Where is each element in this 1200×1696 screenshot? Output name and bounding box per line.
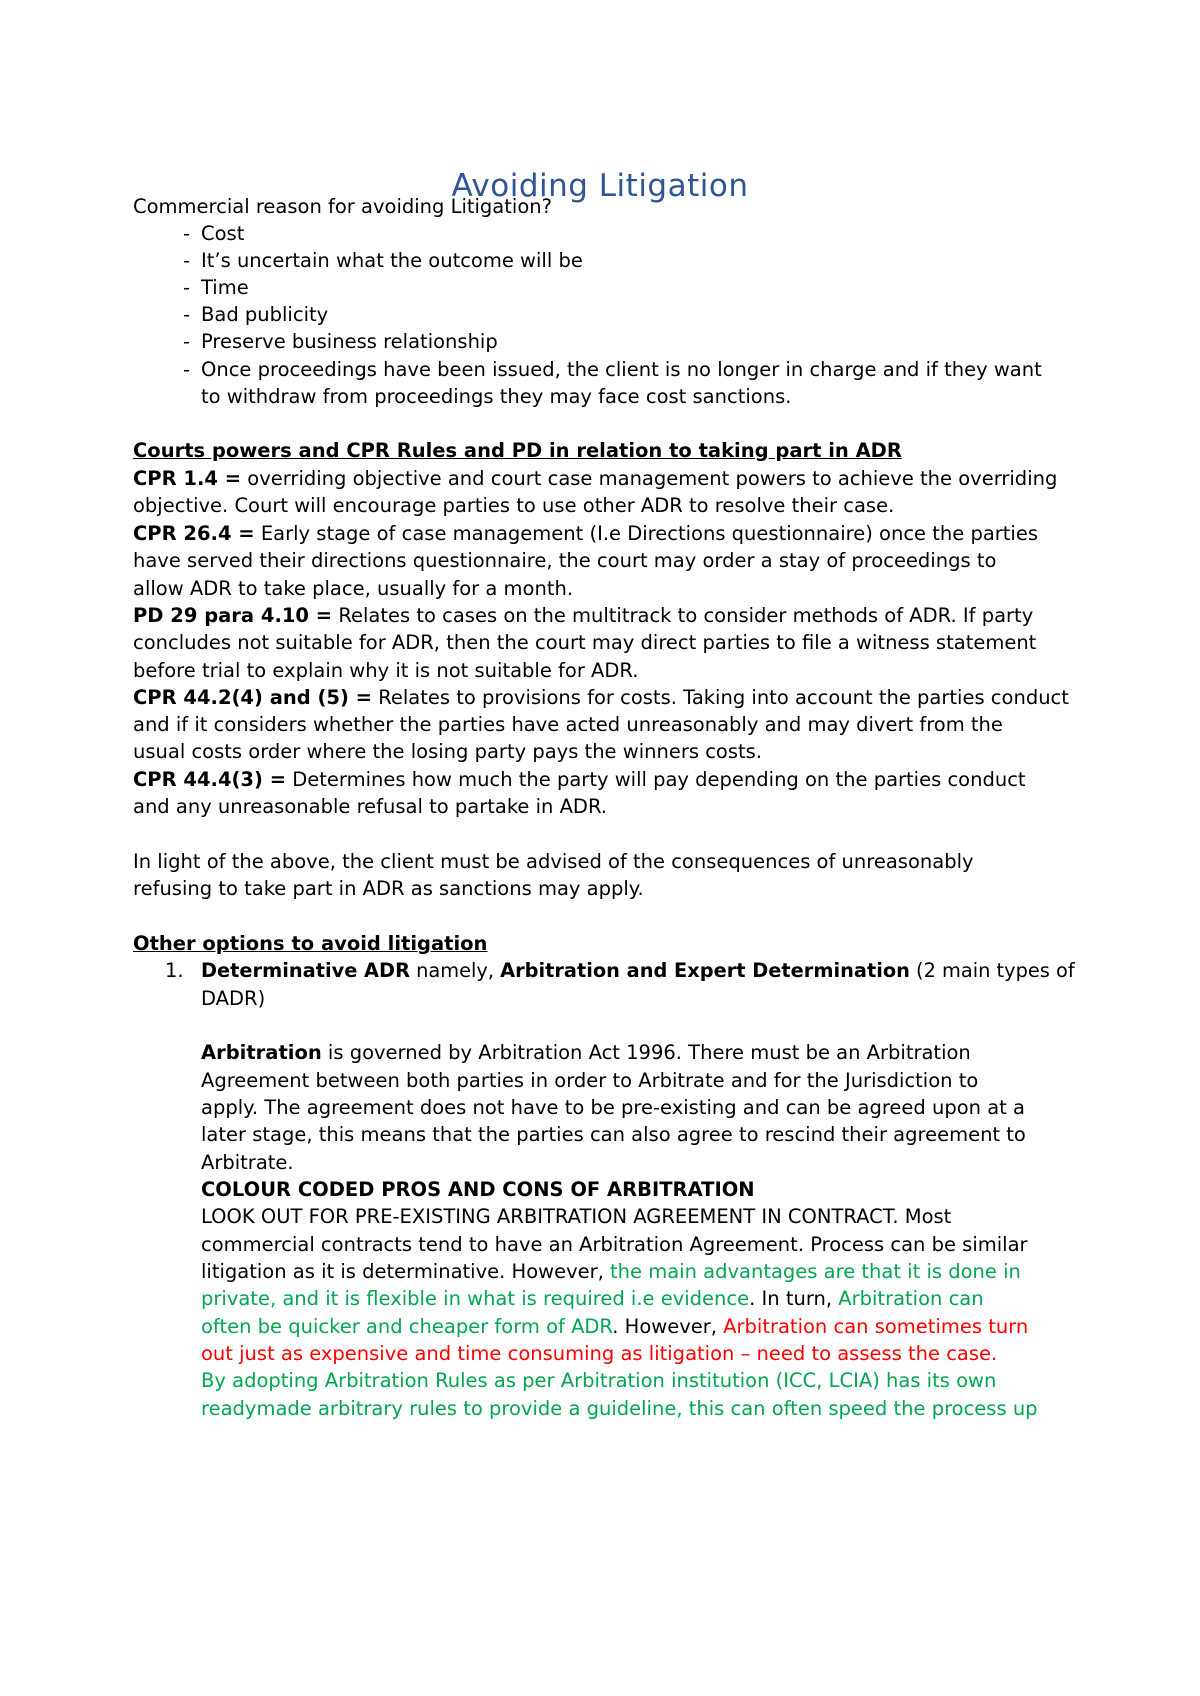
list-item: Once proceedings have been issued, the client is no longer in charge and if they want	[201, 358, 1042, 381]
rule-text: overriding objective and court case management powers to achieve the overriding	[241, 467, 1058, 490]
cpr-44-2-line2: and if it considers whether the parties have acted unreasonably and may divert from the	[133, 713, 1003, 736]
pros-cons-line2: commercial contracts tend to have an Arbitration Agreement. Process can be similar	[201, 1233, 1028, 1256]
arbitration-line5: Arbitrate.	[201, 1151, 294, 1174]
rule-label: CPR 44.2(4) and (5) =	[133, 686, 373, 709]
bullet-marker: -	[183, 249, 191, 272]
list-item: It’s uncertain what the outcome will be	[201, 249, 583, 272]
rule-label: CPR 44.4(3) =	[133, 768, 287, 791]
cpr-44-2-line1	[133, 683, 1069, 712]
bullet-marker: -	[183, 222, 191, 245]
conclusion-line1: In light of the above, the client must be advised of the consequences of unreasonably	[133, 850, 974, 873]
rule-label: CPR 26.4 =	[133, 522, 255, 545]
list-number: 1.	[165, 959, 184, 982]
arbitration-line3: apply. The agreement does not have to be pre-existing and can be agreed upon at a	[201, 1096, 1025, 1119]
pros-cons-line3	[201, 1257, 1021, 1286]
list-item: Preserve business relationship	[201, 330, 498, 353]
pros-cons-line1: LOOK OUT FOR PRE-EXISTING ARBITRATION AGREEMENT IN CONTRACT. Most	[201, 1205, 952, 1228]
paragraph-text: is governed by Arbitration Act 1996. There must be an Arbitration	[321, 1041, 971, 1064]
advantage-text: private, and it is flexible in what is required i.e evidence	[201, 1287, 750, 1310]
cpr-26-4-line3: allow ADR to take place, usually for a month.	[133, 577, 574, 600]
cpr-44-4-line1	[133, 765, 1026, 794]
disadvantage-text: Arbitration can sometimes turn	[723, 1315, 1029, 1338]
document-title: Avoiding Litigation	[451, 168, 749, 204]
pros-cons-line4	[201, 1284, 984, 1313]
bold-term: Arbitration and Expert Determination	[500, 959, 910, 982]
bullet-marker: -	[183, 358, 191, 381]
rule-text: Determines how much the party will pay depending on the parties conduct	[286, 768, 1026, 791]
pros-cons-line7: By adopting Arbitration Rules as per Arbitration institution (ICC, LCIA) has its own	[201, 1369, 997, 1392]
list-item: Time	[201, 276, 249, 299]
cpr-44-4-line2: and any unreasonable refusal to partake in ADR.	[133, 795, 607, 818]
pros-cons-line5	[201, 1312, 1028, 1341]
bold-term: Determinative ADR	[201, 959, 410, 982]
arbitration-line2: Agreement between both parties in order to Arbitrate and for the Jurisdiction to	[201, 1069, 979, 1092]
bullet-marker: -	[183, 303, 191, 326]
cpr-1-4-line1	[133, 464, 1057, 493]
list-item: Bad publicity	[201, 303, 329, 326]
rule-text: Relates to provisions for costs. Taking into account the parties conduct	[372, 686, 1069, 709]
section-heading-courts-powers: Courts powers and CPR Rules and PD in relation to taking part in ADR	[133, 439, 902, 462]
neutral-text: . In turn,	[749, 1287, 839, 1310]
cpr-26-4-line1	[133, 519, 1038, 548]
bold-term: Arbitration	[201, 1041, 322, 1064]
pros-cons-line8: readymade arbitrary rules to provide a guideline, this can often speed the process up	[201, 1397, 1038, 1420]
pd-29-line2: concludes not suitable for ADR, then the court may direct parties to file a witness statement	[133, 631, 1037, 654]
cpr-44-2-line3: usual costs order where the losing party pays the winners costs.	[133, 740, 763, 763]
pros-cons-heading: COLOUR CODED PROS AND CONS OF ARBITRATION	[201, 1178, 755, 1201]
rule-text: Relates to cases on the multitrack to consider methods of ADR. If party	[332, 604, 1034, 627]
item-text: namely,	[409, 959, 501, 982]
cpr-26-4-line2: have served their directions questionnaire, the court may order a stay of proceedings to	[133, 549, 997, 572]
intro-question: Commercial reason for avoiding Litigation?	[133, 195, 552, 218]
pros-cons-line6: out just as expensive and time consuming as litigation – need to assess the case.	[201, 1342, 998, 1365]
rule-text: Early stage of case management (I.e Directions questionnaire) once the parties	[254, 522, 1039, 545]
advantage-text: Arbitration can	[838, 1287, 984, 1310]
item-text: (2 main types of	[909, 959, 1075, 982]
conclusion-line2: refusing to take part in ADR as sanctions may apply.	[133, 877, 644, 900]
advantage-text: often be quicker and cheaper form of ADR	[201, 1315, 613, 1338]
list-item: Cost	[201, 222, 245, 245]
bullet-marker: -	[183, 276, 191, 299]
list-item-continuation: to withdraw from proceedings they may face cost sanctions.	[201, 385, 792, 408]
section-heading-other-options: Other options to avoid litigation	[133, 932, 488, 955]
pd-29-line1	[133, 601, 1033, 630]
neutral-text: . However,	[612, 1315, 724, 1338]
cpr-1-4-line2: objective. Court will encourage parties to use other ADR to resolve their case.	[133, 494, 895, 517]
item1-line1	[201, 956, 1075, 985]
bullet-marker: -	[183, 330, 191, 353]
arbitration-line1	[201, 1038, 971, 1067]
advantage-text: the main advantages are that it is done in	[610, 1260, 1021, 1283]
item1-line2: DADR)	[201, 987, 266, 1010]
rule-label: PD 29 para 4.10 =	[133, 604, 333, 627]
pd-29-line3: before trial to explain why it is not suitable for ADR.	[133, 659, 639, 682]
arbitration-line4: later stage, this means that the parties can also agree to rescind their agreement to	[201, 1123, 1026, 1146]
neutral-text: litigation as it is determinative. However,	[201, 1260, 611, 1283]
rule-label: CPR 1.4 =	[133, 467, 242, 490]
